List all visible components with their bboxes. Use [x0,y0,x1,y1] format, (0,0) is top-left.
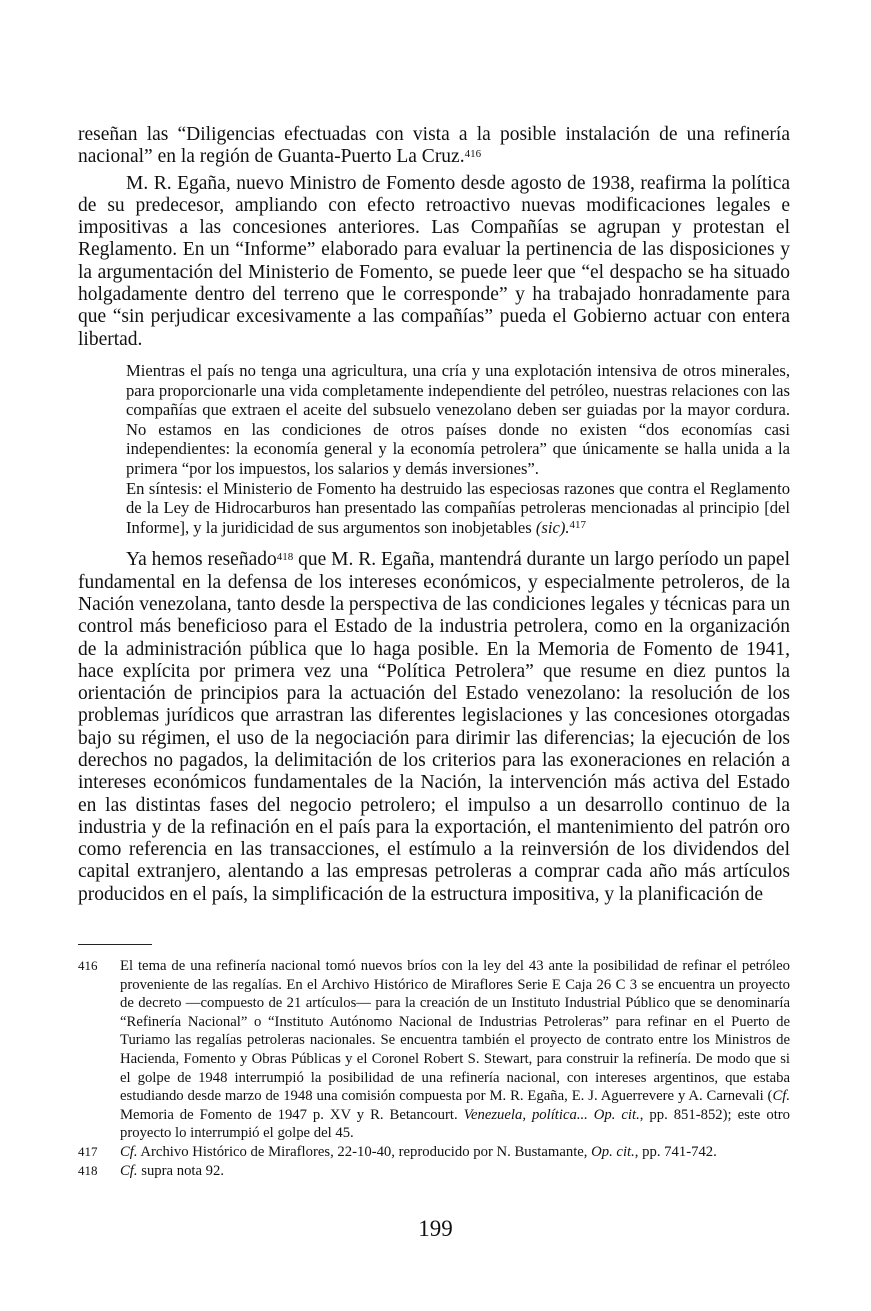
footnote-416 [78,957,790,1143]
footnote-text-part: Memoria de Fomento de 1947 p. XV y R. Betancourt. [120,1106,464,1123]
footnote-text [120,957,790,1143]
block-quote-line-2 [126,479,790,538]
footnote-text [120,1143,790,1162]
paragraph-1-text: reseñan las “Diligencias efectuadas con vista a la posible instalación de una refinería nacional” en la región de Guanta-Puerto La Cruz. [78,124,790,168]
footnote-text-part: Archivo Histórico de Miraflores, 22-10-40, reproducido por N. Bustamante, [137,1143,592,1160]
footnote-text-part: El tema de una refinería nacional tomó nuevos bríos con la ley del 43 ante la posibilidad de refinar el petróleo proveniente de las regalías. En el Archivo Histórico de Miraflores Serie E Caja 26 C 3 se encuentra un proyecto de decreto —compuesto de 21 artículos— para la creación de un Instituto Industrial Público que se denominaría “Refinería Nacional” o “Instituto Autónomo Nacional de Industrias Petroleras” para refinar en el Puerto de Turiamo las regalías petroleras nacionales. Se encuentra también el proyecto de contrato entre los Ministros de Hacienda, Fomento y Obras Públicas y el Coronel Robert S. Stewart, para construir la refinería. De modo que si el golpe de 1948 interrumpió la posibilidad de una refinería nacional, con intereses argentinos, que estaba estudiando desde marzo de 1948 una comisión compuesta por M. R. Egaña, E. J. Aguerrevere y A. Carnevali ( [120,958,790,1105]
page-body [78,124,790,906]
sic-marker: (sic). [535,517,570,537]
footnote-text-part: , pp. 851-852); este otro proyecto lo interrumpió el golpe del 45. [120,1106,791,1142]
footnote-417 [78,1143,790,1162]
footnote-number: 416 [78,958,98,973]
footnote-ref-418[interactable]: 418 [276,551,294,564]
paragraph-2: M. R. Egaña, nuevo Ministro de Fomento desde agosto de 1938, reafirma la política de su predecesor, ampliando con efecto retroactivo nuevas modificaciones legales e impositivas a las concesiones anteriores. Las Compañías se agrupan y protestan el Reglamento. En un “Informe” elaborado para evaluar la pertinencia de las disposiciones y la argumentación del Ministerio de Fomento, se puede leer que “el despacho se ha situado holgadamente dentro del terreno que le corresponde” y ha trabajado honradamente para que “sin perjudicar excesivamente a las compañías” pueda el Gobierno actuar con entera libertad. [78,172,790,350]
citation-title: Venezuela, política... Op. cit. [463,1106,640,1123]
footnote-divider [78,944,152,945]
footnote-text [120,1162,790,1181]
footnote-ref-417[interactable]: 417 [569,518,586,531]
footnote-418 [78,1162,790,1181]
footnote-text-part: supra nota 92. [137,1162,225,1179]
page-number: 199 [418,1216,453,1241]
block-quote [126,361,790,537]
paragraph-3-text: que M. R. Egaña, mantendrá durante un largo período un papel fundamental en la defensa de los intereses económicos, y especialmente petroleros, de la Nación venezolana, tanto desde la perspectiva de las condiciones legales y técnicas para un control más beneficioso para el Estado de la industria petrolera, como en la organización de la administración pública que lo haga posible. En la Memoria de Fomento de 1941, hace explícita por primera vez una “Política Petrolera” que resume en diez puntos la orientación de principios para la actuación del Estado venezolano: la resolución de los problemas jurídicos que arrastran las diferentes legislaciones y las concesiones otorgadas bajo su régimen, el uso de la negociación para dirimir las diferencias; la ejecución de los derechos no pagados, la delimitación de los criterios para las exoneraciones en relación a intereses económicos fundamentales de la Nación, la intervención más activa del Estado en las distintas fases del negocio petrolero; el impulso a un desarrollo continuo de la industria y de la refinación en el país para la exportación, el mantenimiento del patrón oro como referencia en las transacciones, el estímulo a la reinversión de los dividendos del capital extranjero, alentando a las empresas petroleras a comprar cada año más artículos producidos en el país, la simplificación de la estructura impositiva, y la planificación de [78,549,790,905]
block-quote-line-1: Mientras el país no tenga una agricultura, una cría y una explotación intensiva de otros minerales, para proporcionarle una vida completamente independiente del petróleo, nuestras relaciones con las compañías que extraen el aceite del subsuelo venezolano deben ser guiadas por la mayor cordura. No estamos en las condiciones de otros países donde no existen “dos economías casi independientes: la economía general y la economía petrolera” que únicamente se halla unida a la primera “por los impuestos, los salarios y demás inversiones”. [126,360,790,478]
footnote-ref-416[interactable]: 416 [464,148,482,161]
paragraph-1 [78,124,790,169]
cf-abbrev: Cf. [120,1143,138,1160]
footnote-number: 417 [78,1143,98,1159]
cf-abbrev: Cf. [120,1162,138,1179]
paragraph-3-lead: Ya hemos reseñado [126,549,277,571]
block-quote-line-2-text: En síntesis: el Ministerio de Fomento ha destruido las especiosas razones que contra el Reglamento de la Ley de Hidrocarburos han presentado las compañías petroleras mencionadas al principio [del Informe], y la juridicidad de sus argumentos son inobjetables [126,478,790,537]
footnote-number: 418 [78,1162,98,1178]
footnotes [78,957,790,1180]
paragraph-3 [78,549,790,906]
footnote-text-part: , pp. 741-742. [634,1143,717,1160]
citation-title: Op. cit. [591,1143,635,1160]
cf-abbrev: Cf. [772,1088,790,1105]
